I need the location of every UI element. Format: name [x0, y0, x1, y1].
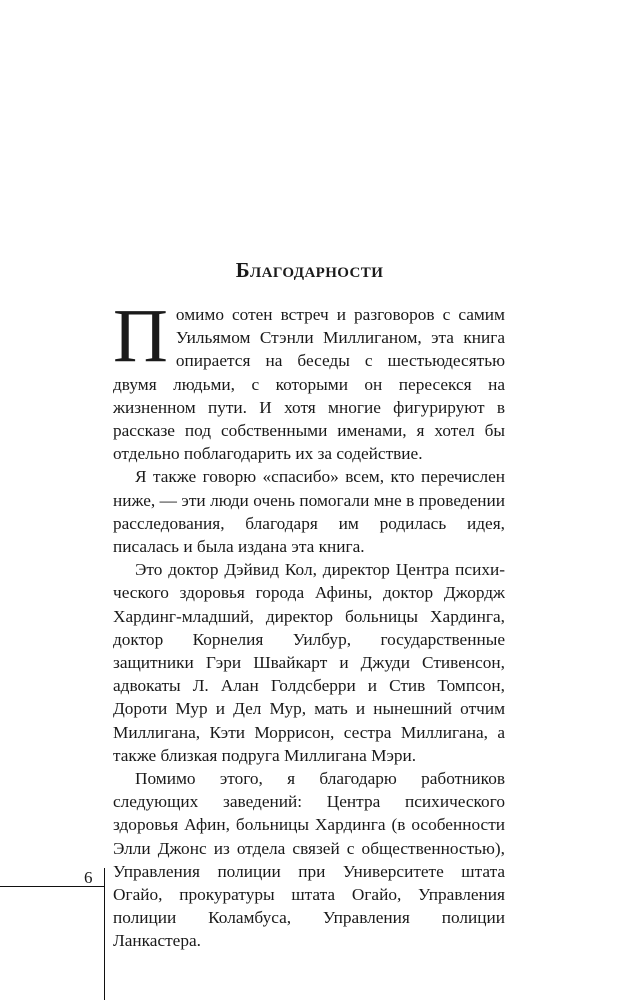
paragraph-1 — [113, 294, 505, 465]
drop-cap: П — [113, 294, 168, 378]
page-number: 6 — [84, 868, 93, 887]
paragraph-2: Я также говорю «спасибо» всем, кто перечислен ниже, — эти люди очень помогали мне в проведении расследования, благодаря им родилась идея, писалась и была издана эта книга. — [113, 467, 505, 557]
paragraph-3: Это доктор Дэйвид Кол, директор Центра психического здоровья города Афины, доктор Джордж Хардинг-младший, директор больницы Хардинга, доктор Корнелия Уилбур, государственные защитники Гэри Швайкарт и Джуди Стивенсон, адвокаты Л. Алан Голдсберри и Стив Томпсон, Дороти Мур и Дел Мур, мать и нынешний отчим Миллигана, Кэти Моррисон, сестра Миллигана, а также близкая подруга Миллигана Мэри. — [113, 560, 505, 765]
body-text — [113, 294, 505, 953]
page-corner-vertical-rule — [104, 868, 105, 1000]
chapter-title: Благодарности — [235, 258, 384, 282]
paragraph-4: Помимо этого, я благодарю работников следующих заведений: Центра психического здоровья Афин, больницы Хардинга (в особенности Элли Джонс из отдела связей с общественностью), Управления полиции при Университете штата Огайо, прокуратуры штата Огайо, Управления полиции Коламбуса, Управления полиции Ланкастера. — [113, 769, 505, 951]
paragraph-1-text: омимо сотен встреч и разговоров с самим Уильямом Стэнли Миллиганом, эта книга опирается на беседы с шестьюдесятью двумя людьми, с которыми он пересекся на жизненном пути. И хотя многие фигурируют в рассказе под собственными именами, я хотел бы отдельно поблагодарить их за содействие. — [113, 305, 505, 464]
